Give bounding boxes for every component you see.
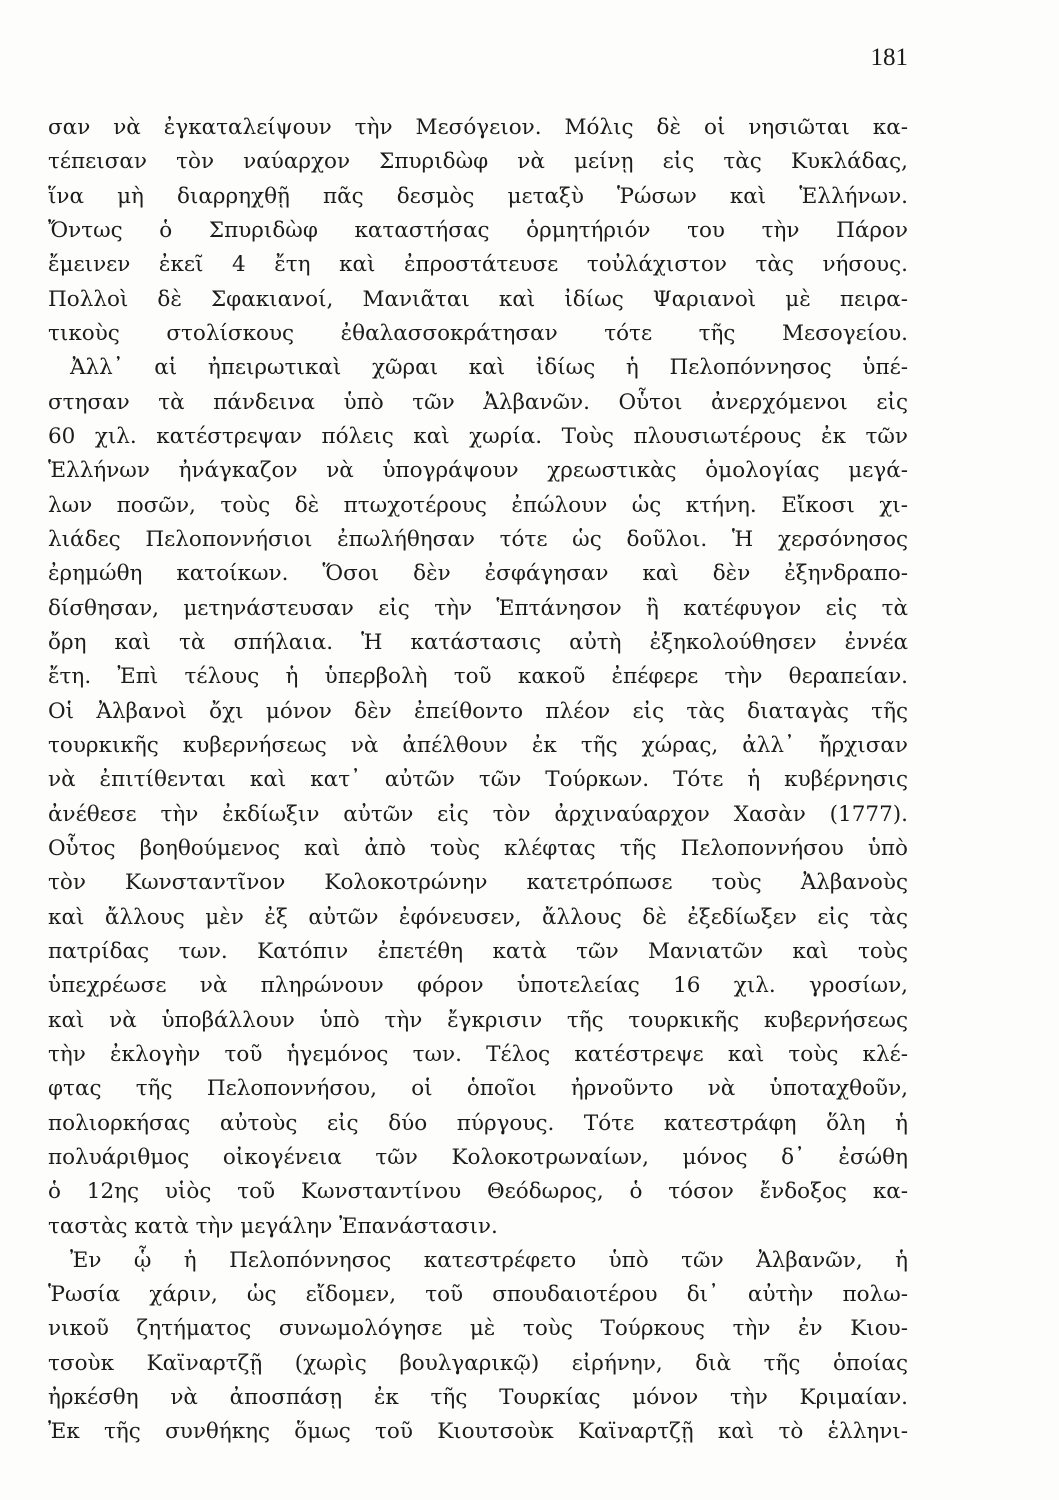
text-line: στησαν τὰ πάνδεινα ὑπὸ τῶν Ἀλβανῶν. Οὗτοι ἀνερχόμενοι εἰς: [48, 389, 908, 415]
text-line: ὁ 12ης υἱὸς τοῦ Κωνσταντίνου Θεόδωρος, ὁ τόσον ἔνδοξος κα-: [48, 1179, 908, 1205]
text-line: Ὄντως ὁ Σπυριδὼφ καταστήσας ὁρμητήριόν του τὴν Πάρον: [48, 217, 908, 243]
text-line: δίσθησαν, μετηνάστευσαν εἰς τὴν Ἑπτάνησον ἢ κατέφυγον εἰς τὰ: [48, 595, 908, 621]
text-line: τέπεισαν τὸν ναύαρχον Σπυριδὼφ νὰ μείνῃ εἰς τὰς Κυκλάδας,: [48, 149, 908, 175]
body-text: [48, 111, 908, 1450]
text-line: πολιορκήσας αὐτοὺς εἰς δύο πύργους. Τότε κατεστράφη ὅλη ἡ: [48, 1110, 908, 1136]
text-line: Οἱ Ἀλβανοὶ ὄχι μόνον δὲν ἐπείθοντο πλέον εἰς τὰς διαταγὰς τῆς: [48, 698, 908, 724]
text-line: ἔμεινεν ἐκεῖ 4 ἔτη καὶ ἐπροστάτευσε τοὐλάχιστον τὰς νήσους.: [48, 252, 908, 278]
text-line: Ἀλλ᾽ αἱ ἠπειρωτικαὶ χῶραι καὶ ἰδίως ἡ Πελοπόννησος ὑπέ-: [70, 355, 908, 381]
text-line: τὴν ἐκλογὴν τοῦ ἡγεμόνος των. Τέλος κατέστρεψε καὶ τοὺς κλέ-: [48, 1041, 908, 1067]
text-line: Οὗτος βοηθούμενος καὶ ἀπὸ τοὺς κλέφτας τῆς Πελοποννήσου ὑπὸ: [48, 835, 908, 861]
text-line: ὄρη καὶ τὰ σπήλαια. Ἡ κατάστασις αὐτὴ ἐξηκολούθησεν ἐννέα: [48, 629, 908, 655]
text-line: νὰ ἐπιτίθενται καὶ κατ᾽ αὐτῶν τῶν Τούρκων. Τότε ἡ κυβέρνησις: [48, 767, 908, 793]
text-line: Ἑλλήνων ἠνάγκαζον νὰ ὑπογράψουν χρεωστικὰς ὁμολογίας μεγά-: [48, 458, 908, 484]
text-line: πατρίδας των. Κατόπιν ἐπετέθη κατὰ τῶν Μανιατῶν καὶ τοὺς: [48, 938, 908, 964]
text-line: πολυάριθμος οἰκογένεια τῶν Κολοκοτρωναίων, μόνος δ᾽ ἐσώθη: [48, 1144, 908, 1170]
text-line: Ἐκ τῆς συνθήκης ὅμως τοῦ Κιουτσοὺκ Καϊναρτζῇ καὶ τὸ ἑλληνι-: [48, 1419, 908, 1445]
text-line: φτας τῆς Πελοποννήσου, οἱ ὁποῖοι ἠρνοῦντο νὰ ὑποταχθοῦν,: [48, 1076, 908, 1102]
text-line: Ῥωσία χάριν, ὡς εἴδομεν, τοῦ σπουδαιοτέρου δι᾽ αὐτὴν πολω-: [48, 1282, 908, 1308]
text-line: ἠρκέσθη νὰ ἀποσπάσῃ ἐκ τῆς Τουρκίας μόνον τὴν Κριμαίαν.: [48, 1385, 908, 1411]
text-line: ἀνέθεσε τὴν ἐκδίωξιν αὐτῶν εἰς τὸν ἀρχιναύαρχον Χασὰν (1777).: [48, 801, 908, 827]
text-line: ἐρημώθη κατοίκων. Ὅσοι δὲν ἐσφάγησαν καὶ δὲν ἐξηνδραπο-: [48, 561, 908, 587]
text-line: καὶ ἄλλους μὲν ἐξ αὐτῶν ἐφόνευσεν, ἄλλους δὲ ἐξεδίωξεν εἰς τὰς: [48, 904, 908, 930]
text-line: τὸν Κωνσταντῖνον Κολοκοτρώνην κατετρόπωσε τοὺς Ἀλβανοὺς: [48, 870, 908, 896]
text-line: ἔτη. Ἐπὶ τέλους ἡ ὑπερβολὴ τοῦ κακοῦ ἐπέφερε τὴν θεραπείαν.: [48, 664, 908, 690]
text-line: σαν νὰ ἐγκαταλείψουν τὴν Μεσόγειον. Μόλις δὲ οἱ νησιῶται κα-: [48, 115, 908, 140]
text-line: Πολλοὶ δὲ Σφακιανοί, Μανιᾶται καὶ ἰδίως Ψαριανοὶ μὲ πειρα-: [48, 286, 908, 312]
text-line: τικοὺς στολίσκους ἐθαλασσοκράτησαν τότε τῆς Μεσογείου.: [48, 320, 908, 346]
text-line: ὑπεχρέωσε νὰ πληρώνουν φόρον ὑποτελείας 16 χιλ. γροσίων,: [48, 973, 908, 999]
text-line: λων ποσῶν, τοὺς δὲ πτωχοτέρους ἐπώλουν ὡς κτήνη. Εἴκοσι χι-: [48, 492, 908, 518]
page-number: 181: [870, 44, 908, 71]
text-line: λιάδες Πελοποννήσιοι ἐπωλήθησαν τότε ὡς δοῦλοι. Ἡ χερσόνησος: [48, 526, 908, 552]
text-line: τουρκικῆς κυβερνήσεως νὰ ἀπέλθουν ἐκ τῆς χώρας, ἀλλ᾽ ἤρχισαν: [48, 732, 908, 758]
text-line: καὶ νὰ ὑποβάλλουν ὑπὸ τὴν ἔγκρισιν τῆς τουρκικῆς κυβερνήσεως: [48, 1007, 908, 1033]
text-line: ταστὰς κατὰ τὴν μεγάλην Ἐπανάστασιν.: [48, 1213, 498, 1239]
text-line: Ἐν ᾧ ἡ Πελοπόννησος κατεστρέφετο ὑπὸ τῶν Ἀλβανῶν, ἡ: [70, 1247, 908, 1273]
text-line: τσοὺκ Καϊναρτζῇ (χωρὶς βουλγαρικῷ) εἰρήνην, διὰ τῆς ὁποίας: [48, 1350, 908, 1376]
text-line: ἵνα μὴ διαρρηχθῇ πᾶς δεσμὸς μεταξὺ Ῥώσων καὶ Ἑλλήνων.: [48, 183, 908, 209]
text-line: νικοῦ ζητήματος συνωμολόγησε μὲ τοὺς Τούρκους τὴν ἐν Κιου-: [48, 1316, 908, 1342]
text-line: 60 χιλ. κατέστρεψαν πόλεις καὶ χωρία. Τοὺς πλουσιωτέρους ἐκ τῶν: [48, 423, 908, 449]
